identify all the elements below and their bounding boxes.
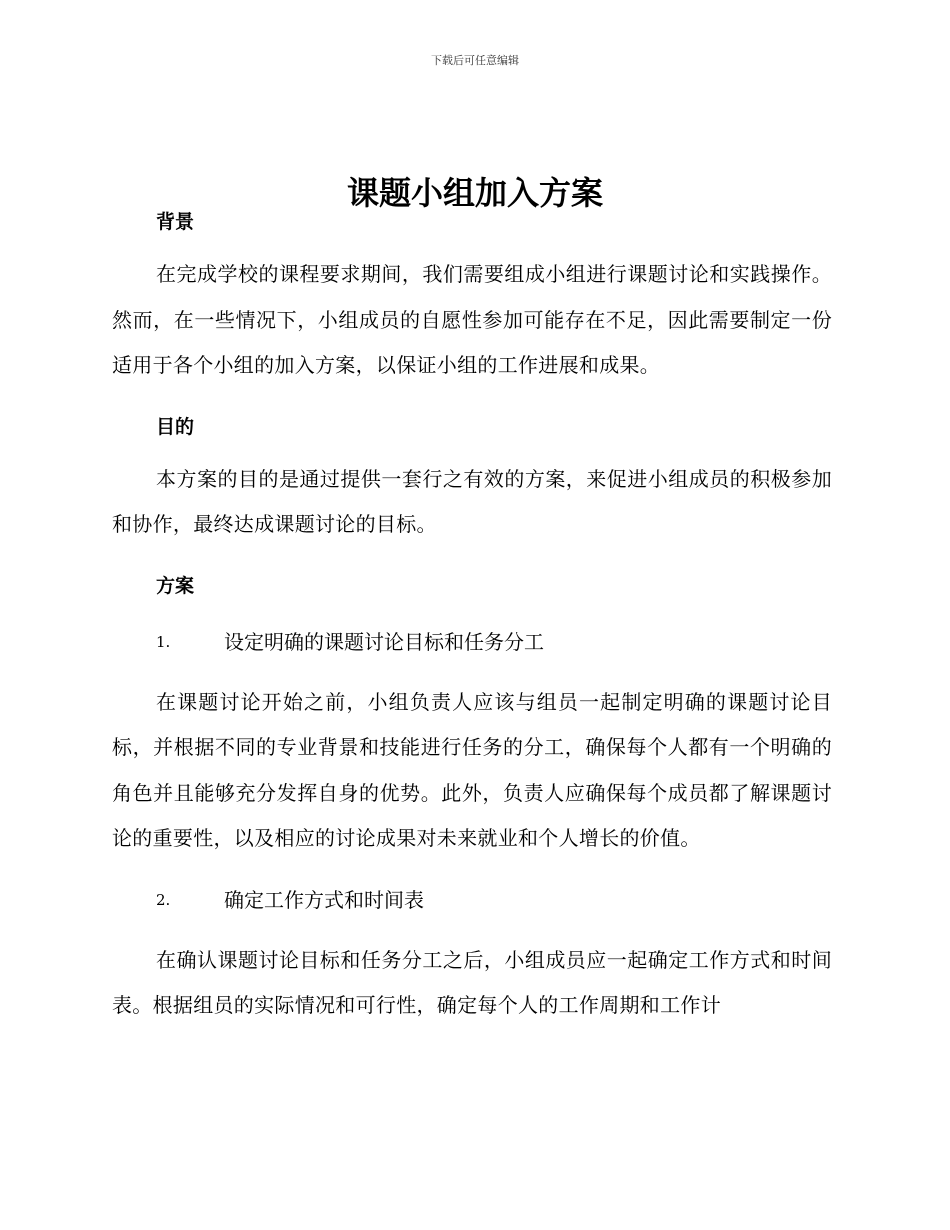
list-item-2 <box>112 882 832 918</box>
list-item-title: 确定工作方式和时间表 <box>224 887 424 912</box>
list-number: 2. <box>156 890 171 909</box>
paragraph-purpose: 本方案的目的是通过提供一套行之有效的方案，来促进小组成员的积极参加和协作，最终达成课题讨论的目标。 <box>112 466 832 536</box>
page-header-note: 下载后可任意编辑 <box>431 54 519 67</box>
list-item-1 <box>112 624 832 660</box>
document-title: 课题小组加入方案 <box>346 174 603 213</box>
list-number: 1. <box>156 632 171 651</box>
paragraph-plan-item-2: 在确认课题讨论目标和任务分工之后，小组成员应一起确定工作方式和时间表。根据组员的实际情况和可行性，确定每个人的工作周期和工作计 <box>112 947 832 1017</box>
section-heading-purpose: 目的 <box>156 415 195 438</box>
list-item-title: 设定明确的课题讨论目标和任务分工 <box>224 629 544 654</box>
document-body <box>112 204 832 1029</box>
section-heading-background: 背景 <box>156 211 195 233</box>
paragraph-background: 在完成学校的课程要求期间，我们需要组成小组进行课题讨论和实践操作。然而，在一些情况下，小组成员的自愿性参加可能存在不足，因此需要制定一份适用于各个小组的加入方案，以保证小组的工作进展和成果。 <box>112 262 832 377</box>
paragraph-plan-item-1: 在课题讨论开始之前，小组负责人应该与组员一起制定明确的课题讨论目标，并根据不同的专业背景和技能进行任务的分工，确保每个人都有一个明确的角色并且能够充分发挥自身的优势。此外，负责人应确保每个成员都了解课题讨论的重要性，以及相应的讨论成果对未来就业和个人增长的价值。 <box>112 689 832 850</box>
section-heading-plan: 方案 <box>156 574 195 597</box>
